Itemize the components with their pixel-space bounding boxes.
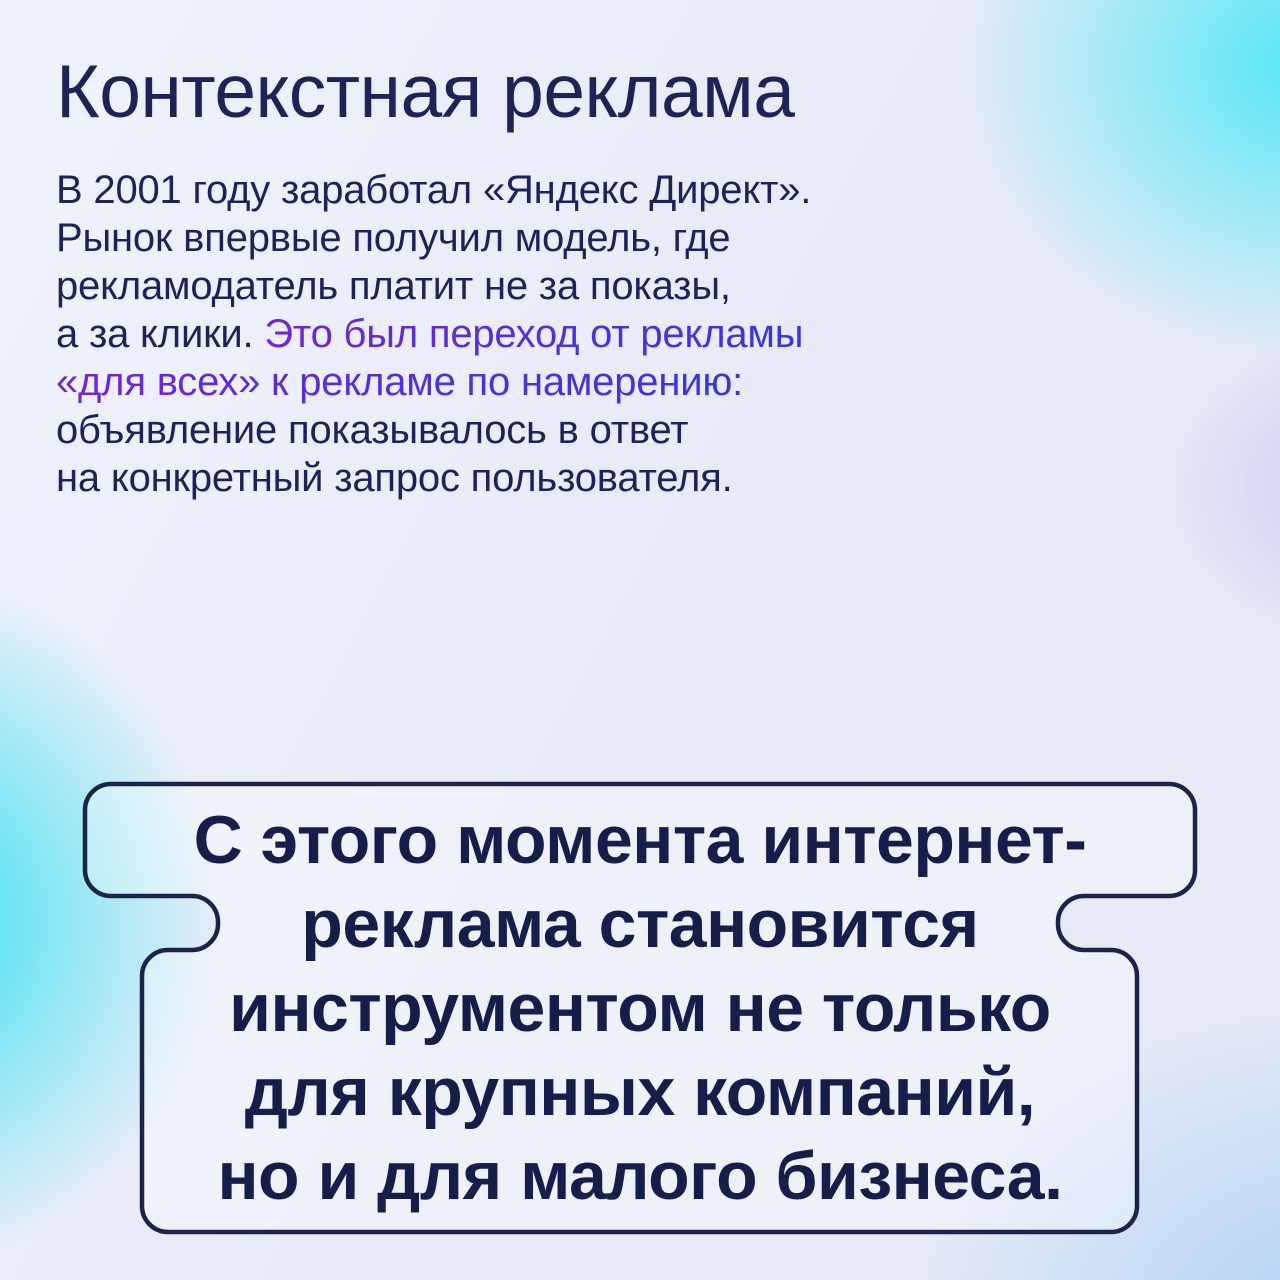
paragraph-text: объявление показывалось в ответ (56, 408, 689, 452)
callout-box (0, 798, 1280, 1218)
callout-line: для крупных компаний, (244, 1054, 1036, 1130)
page-title: Контекстная реклама (56, 49, 795, 133)
callout-line: инструментом не только (229, 970, 1051, 1046)
paragraph-text: В 2001 году заработал «Яндекс Директ». (56, 168, 812, 212)
paragraph-text: рекламодатель платит не за показы, (56, 264, 731, 308)
highlight-text: Это был переход от рекламы (264, 312, 804, 356)
highlight-text: «для всех» к рекламе по намерению: (56, 360, 744, 404)
callout-line: реклама становится (301, 886, 979, 962)
callout-line: но и для малого бизнеса. (217, 1138, 1063, 1214)
paragraph-text: а за клики. (56, 312, 265, 356)
callout-line: С этого момента интернет- (193, 802, 1087, 878)
paragraph-text: на конкретный запрос пользователя. (56, 456, 733, 500)
paragraph-text: Рынок впервые получил модель, где (56, 216, 731, 260)
